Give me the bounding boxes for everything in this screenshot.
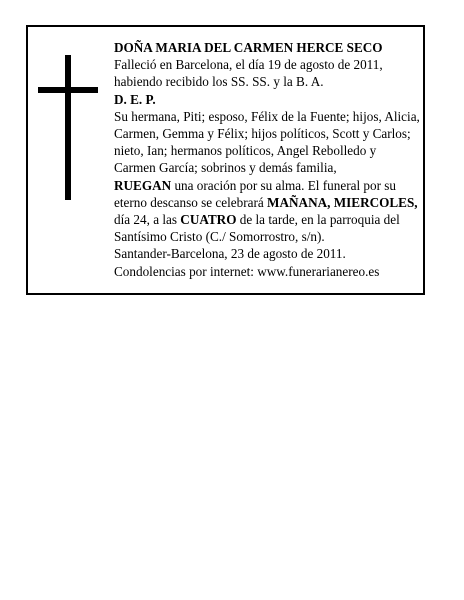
obituary-notice: [26, 25, 425, 295]
date-text: día 24, a las: [114, 212, 181, 228]
deceased-name: DOÑA MARIA DEL CARMEN HERCE SECO: [114, 40, 383, 55]
hour-word: CUATRO: [180, 212, 237, 228]
cross-vertical-bar: [65, 55, 71, 200]
request-paragraph: [114, 177, 420, 246]
condolences-line: Condolencias por internet: www.funerarianereo.es: [114, 263, 380, 279]
cross-horizontal-bar: [38, 87, 98, 93]
manana-miercoles: MAÑANA, MIERCOLES,: [267, 194, 418, 210]
family-line: Su hermana, Piti; esposo, Félix de la Fuente; hijos, Alicia, Carmen, Gemma y Félix; hijos políticos, Scott y Carlos; nieto, Ian; hermanos políticos, Angel Rebolledo y Carmen García; sobrinos y demás familia,: [114, 108, 420, 176]
notice-text: [114, 39, 420, 280]
death-line: Falleció en Barcelona, el día 19 de agosto de 2011, habiendo recibido los SS. SS. y la B. A.: [114, 57, 383, 90]
latin-cross-icon: [38, 55, 98, 200]
request-text: una oración por su alma. El funeral por su eterno descanso se celebrará: [114, 177, 397, 210]
place-text: de la tarde, en la parroquia del Santísimo Cristo (C./ Somorrostro, s/n).: [114, 212, 400, 245]
dep-line: D. E. P.: [114, 91, 156, 107]
ruegan-word: RUEGAN: [114, 177, 172, 193]
dateline: Santander-Barcelona, 23 de agosto de 2011.: [114, 246, 346, 262]
